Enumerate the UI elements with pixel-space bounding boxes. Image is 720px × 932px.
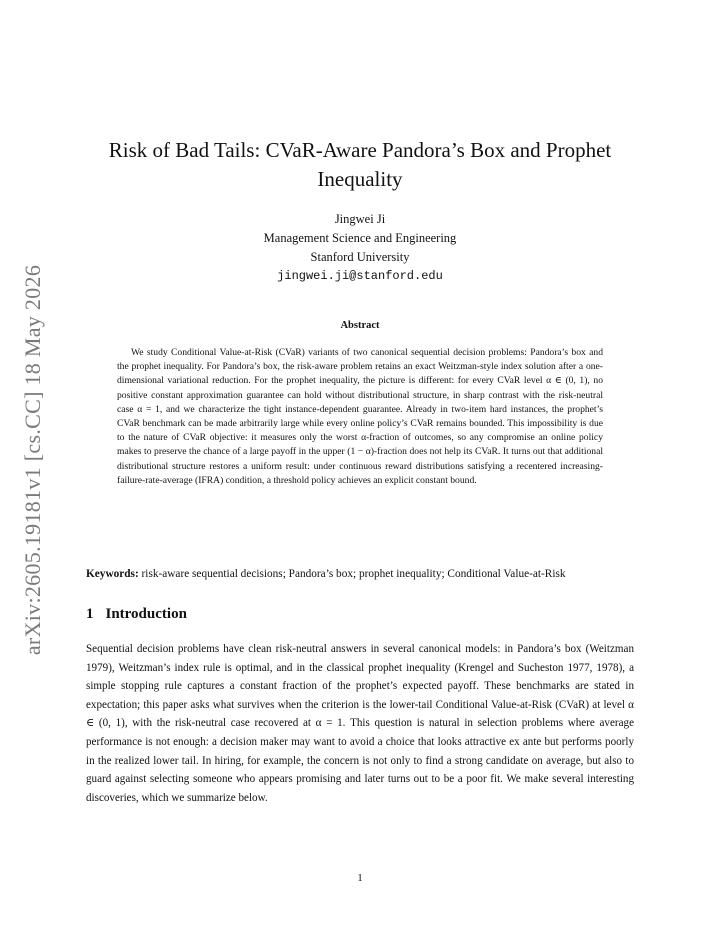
author-email: jingwei.ji@stanford.edu — [277, 269, 443, 283]
abstract-heading: Abstract — [340, 320, 380, 331]
page-number: 1 — [357, 872, 363, 884]
introduction-paragraph: Sequential decision problems have clean risk-neutral answers in several canonical models: in Pandora’s box (Weitzman 1979), Weitzman’s index rule is optimal, and in the classical prophet inequality (Krengel and Sucheston 1977, 1978), a simple stopping rule captures a constant fraction of the prophet’s expected payoff. These benchmarks are stated in expectation; this paper asks what survives when the criterion is the lower-tail Conditional Value-at-Risk (CVaR) at level α ∈ (0, 1), with the risk-neutral case recovered at α = 1. This question is natural in selection problems where average performance is not enough: a decision maker may want to avoid a choice that looks attractive ex ante but performs poorly in the realized lower tail. In hiring, for example, the concern is not only to find a strong candidate on average, but also to guard against selecting someone who appears promising and later turns out to be a poor fit. We make several interesting discoveries, which we summarize below. — [86, 643, 634, 804]
keywords-text: risk-aware sequential decisions; Pandora’s box; prophet inequality; Conditional Value-at-Risk — [141, 568, 566, 580]
author-block — [90, 210, 630, 286]
arxiv-identifier: arXiv:2605.19181v1 [cs.CC] 18 May 2026 — [20, 264, 45, 656]
keywords-label: Keywords: — [86, 568, 139, 580]
author-name: Jingwei Ji — [334, 212, 386, 226]
section-title: Introduction — [105, 606, 187, 622]
paper-title: Risk of Bad Tails: CVaR-Aware Pandora’s Box and Prophet Inequality — [108, 138, 612, 191]
author-university: Stanford University — [310, 250, 410, 264]
author-department: Management Science and Engineering — [263, 231, 457, 245]
section-number: 1 — [86, 606, 94, 622]
section-heading — [86, 606, 187, 623]
abstract-text: We study Conditional Value-at-Risk (CVaR) variants of two canonical sequential decision problems: Pandora’s box and the prophet inequality. For Pandora’s box, the risk-aware problem retains an exact Weitzman-style index solution after a one-dimensional variational reduction. For the prophet inequality, the picture is different: for every CVaR level α ∈ (0, 1), no positive constant approximation guarantee can hold without distributional structure, in sharp contrast with the risk-neutral case α = 1, and we characterize the tight instance-dependent guarantee. Already in two-item hard instances, the prophet’s CVaR benchmark can be made arbitrarily large while every online policy’s CVaR remains bounded. This impossibility is due to the nature of CVaR objective: it measures only the worst α-fraction of outcomes, so any compromise an online policy makes to preserve the chance of a large payoff in the upper (1 − α)-fraction does not help its CVaR. It turns out that additional distributional structure restores a uniform result: under continuous reward distributions satisfying a recentered increasing-failure-rate-average (IFRA) condition, a threshold policy achieves an explicit constant bound. — [117, 347, 603, 486]
arxiv-sidebar — [18, 240, 48, 680]
keywords-line — [86, 567, 646, 582]
